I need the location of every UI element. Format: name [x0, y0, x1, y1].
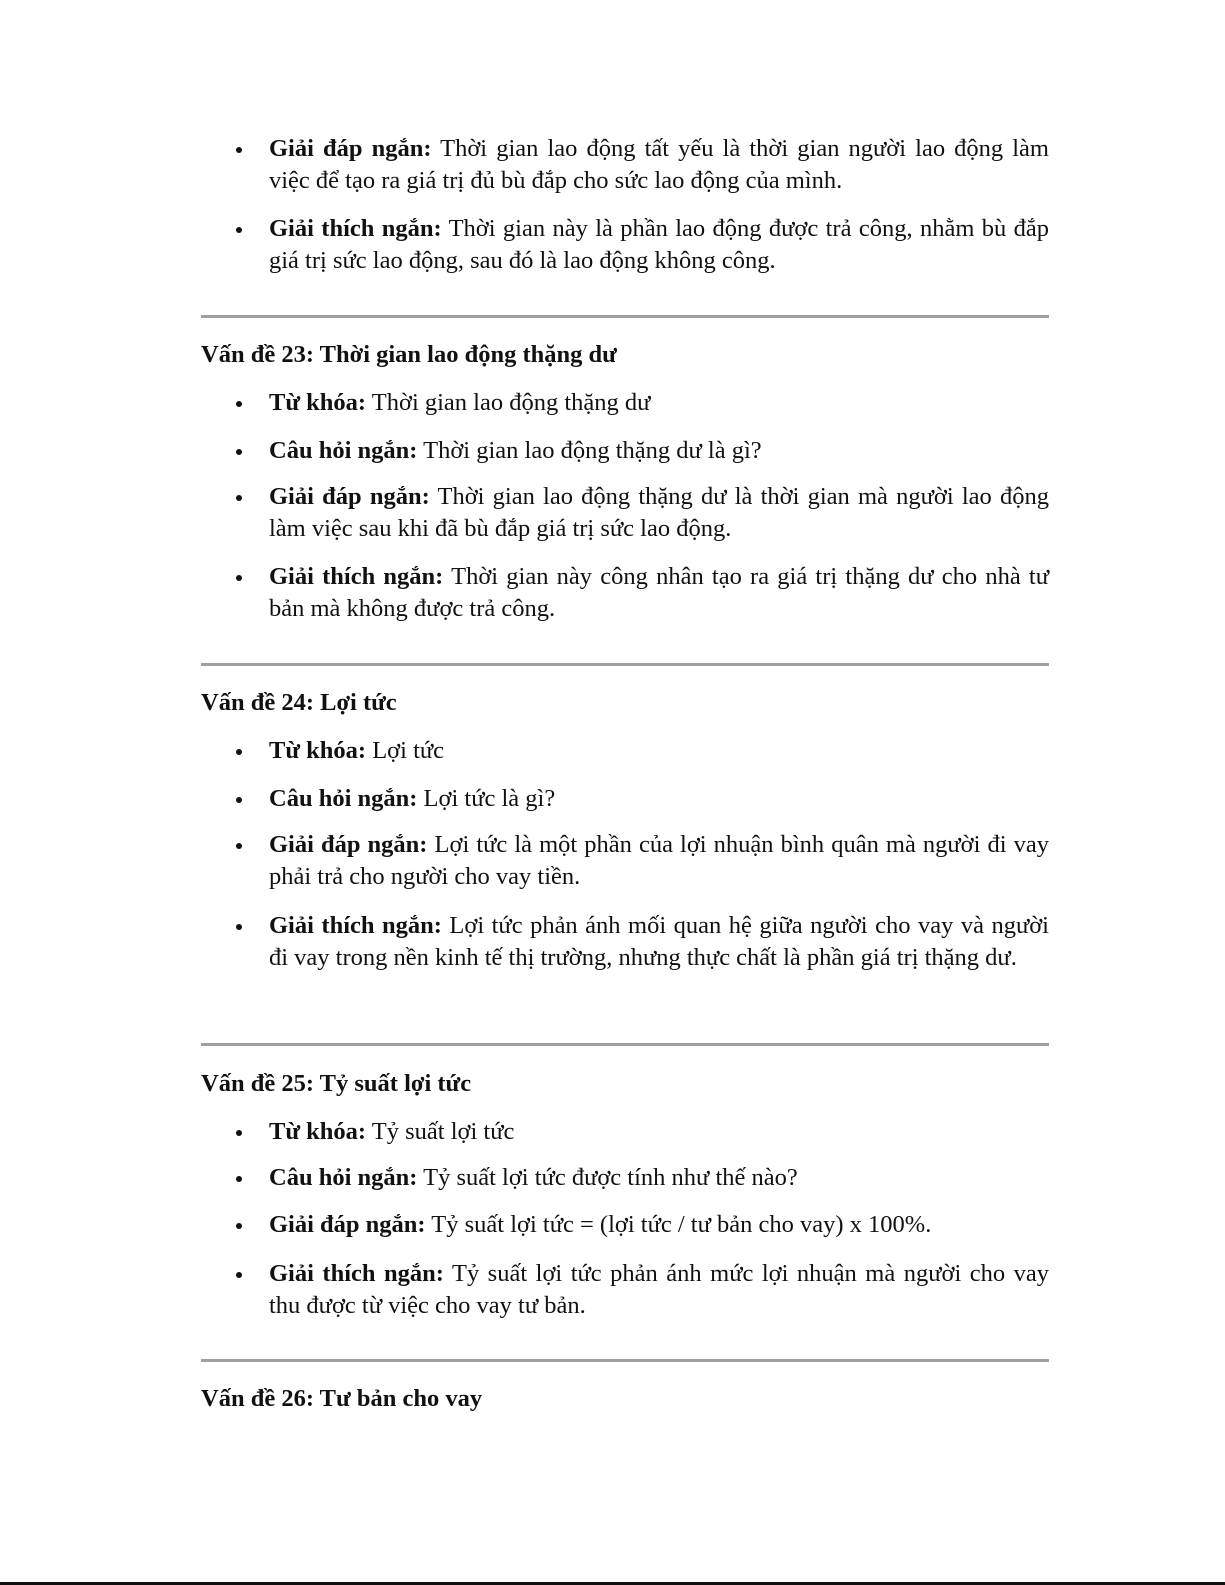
item-label: Từ khóa: — [269, 389, 367, 416]
list-item — [269, 735, 1049, 767]
item-label: Câu hỏi ngắn: — [269, 785, 418, 812]
item-text: Thời gian này công nhân tạo ra giá trị thặng dư cho nhà tư bản mà không được trả công. — [269, 563, 1049, 622]
item-label: Giải thích ngắn: — [269, 912, 442, 939]
item-text: Thời gian lao động tất yếu là thời gian người lao động làm việc để tạo ra giá trị đủ bù đắp cho sức lao động của mình. — [269, 135, 1049, 194]
item-text: Thời gian lao động thặng dư là thời gian mà người lao động làm việc sau khi đã bù đắp giá trị sức lao động. — [269, 483, 1049, 542]
list-item — [269, 435, 1049, 467]
list-item — [269, 783, 1049, 815]
list-item — [269, 481, 1049, 545]
item-label: Giải đáp ngắn: — [269, 483, 430, 510]
item-label: Giải thích ngắn: — [269, 1260, 444, 1287]
section-heading: Vấn đề 24: Lợi tức — [201, 689, 397, 716]
item-text: Lợi tức phản ánh mối quan hệ giữa người cho vay và người đi vay trong nền kinh tế thị trường, nhưng thực chất là phần giá trị thặng dư. — [269, 912, 1049, 971]
list-item — [269, 1162, 1049, 1194]
list-item — [269, 910, 1049, 974]
item-text: Thời gian này là phần lao động được trả công, nhằm bù đắp giá trị sức lao động, sau đó là lao động không công. — [269, 215, 1049, 274]
item-text: Tỷ suất lợi tức = (lợi tức / tư bản cho vay) x 100%. — [425, 1211, 932, 1238]
item-label: Giải thích ngắn: — [269, 563, 444, 590]
item-text: Thời gian lao động thặng dư — [366, 389, 651, 416]
list-item — [269, 1209, 1049, 1241]
item-label: Từ khóa: — [269, 737, 367, 764]
item-label: Từ khóa: — [269, 1118, 367, 1145]
item-label: Giải đáp ngắn: — [269, 831, 428, 858]
item-label: Giải đáp ngắn: — [269, 135, 432, 162]
section-heading: Vấn đề 25: Tỷ suất lợi tức — [201, 1070, 472, 1097]
list-item — [269, 561, 1049, 625]
item-label: Câu hỏi ngắn: — [269, 437, 418, 464]
item-text: Thời gian lao động thặng dư là gì? — [417, 437, 762, 464]
section-divider — [201, 1043, 1049, 1046]
list-item — [269, 829, 1049, 893]
item-label: Câu hỏi ngắn: — [269, 1164, 418, 1191]
item-text: Lợi tức là gì? — [417, 785, 556, 812]
item-text: Tỷ suất lợi tức phản ánh mức lợi nhuận mà người cho vay thu được từ việc cho vay tư bản. — [269, 1260, 1049, 1319]
section-divider — [201, 663, 1049, 666]
list-item — [269, 1116, 1049, 1148]
item-text: Tỷ suất lợi tức — [366, 1118, 515, 1145]
list-item — [269, 1258, 1049, 1322]
list-item — [269, 387, 1049, 419]
item-label: Giải đáp ngắn: — [269, 1211, 426, 1238]
section-divider — [201, 315, 1049, 318]
list-item — [269, 213, 1049, 277]
item-text: Lợi tức là một phần của lợi nhuận bình quân mà người đi vay phải trả cho người cho vay tiền. — [269, 831, 1049, 890]
item-text: Lợi tức — [366, 737, 445, 764]
item-label: Giải thích ngắn: — [269, 215, 442, 242]
list-item — [269, 133, 1049, 197]
section-heading: Vấn đề 23: Thời gian lao động thặng dư — [201, 341, 617, 368]
section-heading: Vấn đề 26: Tư bản cho vay — [201, 1385, 483, 1412]
section-divider — [201, 1359, 1049, 1362]
item-text: Tỷ suất lợi tức được tính như thế nào? — [417, 1164, 798, 1191]
